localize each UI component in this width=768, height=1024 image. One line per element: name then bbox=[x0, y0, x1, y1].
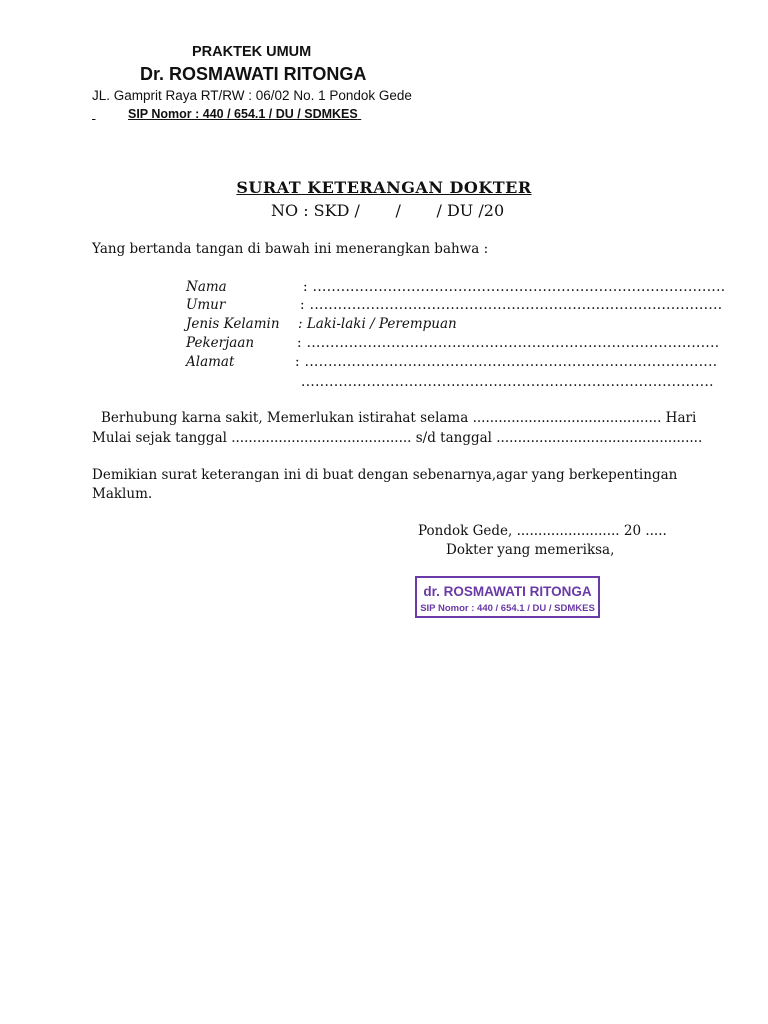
doctor-name-header: Dr. ROSMAWATI RITONGA bbox=[140, 64, 367, 84]
examining-doctor-label: Dokter yang memeriksa, bbox=[446, 542, 615, 558]
sip-text: SIP Nomor : 440 / 654.1 / DU / SDMKES bbox=[128, 107, 358, 121]
sick-leave-line: Berhubung karna sakit, Memerlukan istirahat selama ............................................ Hari bbox=[101, 410, 697, 426]
field-label-alamat: Alamat bbox=[186, 354, 235, 370]
stamp-sip-number: SIP Nomor : 440 / 654.1 / DU / SDMKES bbox=[420, 603, 595, 614]
field-label-jenis-kelamin: Jenis Kelamin bbox=[186, 316, 280, 332]
field-value-jenis-kelamin: : Laki-laki / Perempuan bbox=[298, 316, 457, 332]
field-value-nama: : ........................................................................................ bbox=[303, 279, 726, 295]
intro-statement: Yang bertanda tangan di bawah ini menerangkan bahwa : bbox=[92, 241, 489, 257]
practice-address: JL. Gamprit Raya RT/RW : 06/02 No. 1 Pondok Gede bbox=[92, 88, 412, 103]
field-value-umur: : ........................................................................................ bbox=[300, 297, 723, 313]
closing-statement-line2: Maklum. bbox=[92, 486, 153, 502]
closing-statement: Demikian surat keterangan ini di buat dengan sebenarnya,agar yang berkepentingan bbox=[92, 467, 678, 483]
sip-number-header bbox=[92, 107, 394, 121]
field-label-umur: Umur bbox=[186, 297, 226, 313]
field-value-alamat-line2: ........................................................................................ bbox=[301, 374, 714, 390]
field-value-pekerjaan: : ........................................................................................ bbox=[297, 335, 720, 351]
document-title-text: SURAT KETERANGAN DOKTER bbox=[236, 178, 532, 197]
field-label-pekerjaan: Pekerjaan bbox=[186, 335, 255, 351]
field-label-nama: Nama bbox=[186, 279, 227, 295]
field-value-alamat: : ........................................................................................ bbox=[295, 354, 718, 370]
practice-title: PRAKTEK UMUM bbox=[192, 44, 312, 60]
document-title bbox=[0, 178, 768, 197]
doctor-stamp bbox=[415, 576, 600, 618]
document-number: NO : SKD / / / DU /20 bbox=[271, 201, 505, 220]
stamp-doctor-name: dr. ROSMAWATI RITONGA bbox=[423, 584, 592, 599]
leave-dates-line: Mulai sejak tanggal .......................................... s/d tanggal ................................................ bbox=[92, 430, 703, 446]
place-date: Pondok Gede, ........................ 20 ..... bbox=[418, 523, 667, 539]
